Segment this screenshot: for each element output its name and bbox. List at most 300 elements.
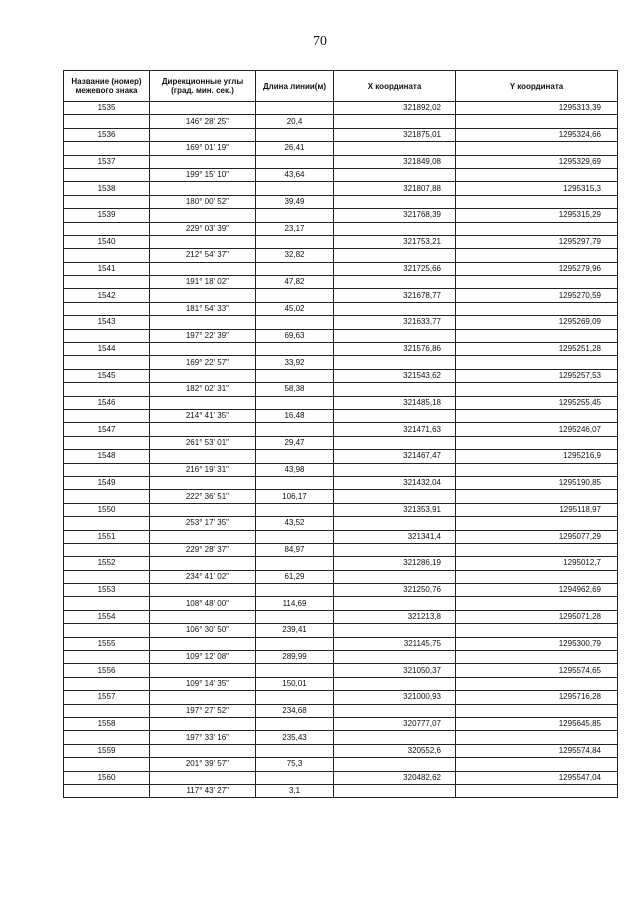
empty-cell: [256, 476, 334, 489]
table-row-point: [64, 343, 618, 356]
y-coordinate: 1295324,66: [456, 128, 618, 141]
table-row-segment: [64, 142, 618, 155]
table-row-segment: [64, 115, 618, 128]
table-row-point: [64, 209, 618, 222]
point-name: 1535: [64, 102, 150, 115]
y-coordinate: 1295216,9: [456, 450, 618, 463]
y-coordinate: 1294962,69: [456, 584, 618, 597]
direction-angle: 106° 30' 50": [150, 624, 256, 637]
table-header-row: [64, 71, 618, 102]
empty-cell: [150, 691, 256, 704]
y-coordinate: 1295313,39: [456, 102, 618, 115]
empty-cell: [456, 624, 618, 637]
line-length: 106,17: [256, 490, 334, 503]
empty-cell: [256, 262, 334, 275]
line-length: 16,48: [256, 409, 334, 422]
empty-cell: [334, 222, 456, 235]
table-row-segment: [64, 329, 618, 342]
empty-cell: [456, 758, 618, 771]
table-row-point: [64, 610, 618, 623]
table-row-segment: [64, 490, 618, 503]
y-coordinate: 1295645,85: [456, 717, 618, 730]
empty-cell: [150, 584, 256, 597]
table-row-segment: [64, 758, 618, 771]
x-coordinate: 321892,02: [334, 102, 456, 115]
table-row-segment: [64, 436, 618, 449]
empty-cell: [256, 316, 334, 329]
boundary-coordinates-table: [63, 70, 618, 798]
line-length: 39,49: [256, 195, 334, 208]
direction-angle: 169° 01' 19": [150, 142, 256, 155]
table-row-point: [64, 316, 618, 329]
table-row-segment: [64, 597, 618, 610]
x-coordinate: 321000,93: [334, 691, 456, 704]
empty-cell: [150, 182, 256, 195]
line-length: 58,38: [256, 383, 334, 396]
point-name: 1552: [64, 557, 150, 570]
empty-cell: [334, 651, 456, 664]
empty-cell: [64, 624, 150, 637]
empty-cell: [64, 276, 150, 289]
table-row-point: [64, 396, 618, 409]
table-row-point: [64, 771, 618, 784]
empty-cell: [456, 731, 618, 744]
empty-cell: [334, 249, 456, 262]
direction-angle: 109° 12' 08": [150, 651, 256, 664]
empty-cell: [334, 115, 456, 128]
header-x: X координата: [334, 71, 456, 102]
y-coordinate: 1295269,09: [456, 316, 618, 329]
table-row-point: [64, 664, 618, 677]
empty-cell: [64, 409, 150, 422]
table-row-segment: [64, 302, 618, 315]
empty-cell: [64, 704, 150, 717]
direction-angle: 199° 15' 10": [150, 168, 256, 181]
empty-cell: [64, 731, 150, 744]
empty-cell: [256, 584, 334, 597]
y-coordinate: 1295257,53: [456, 369, 618, 382]
empty-cell: [334, 597, 456, 610]
line-length: 20,4: [256, 115, 334, 128]
empty-cell: [456, 651, 618, 664]
empty-cell: [256, 664, 334, 677]
empty-cell: [334, 758, 456, 771]
line-length: 43,98: [256, 463, 334, 476]
x-coordinate: 321875,01: [334, 128, 456, 141]
x-coordinate: 321543,62: [334, 369, 456, 382]
empty-cell: [256, 289, 334, 302]
empty-cell: [334, 731, 456, 744]
y-coordinate: 1295315,3: [456, 182, 618, 195]
point-name: 1548: [64, 450, 150, 463]
y-coordinate: 1295246,07: [456, 423, 618, 436]
line-length: 239,41: [256, 624, 334, 637]
empty-cell: [150, 316, 256, 329]
x-coordinate: 321807,88: [334, 182, 456, 195]
x-coordinate: 320552,6: [334, 744, 456, 757]
point-name: 1559: [64, 744, 150, 757]
empty-cell: [256, 771, 334, 784]
empty-cell: [64, 115, 150, 128]
y-coordinate: 1295329,69: [456, 155, 618, 168]
empty-cell: [334, 463, 456, 476]
direction-angle: 108° 48' 00": [150, 597, 256, 610]
y-coordinate: 1295251,28: [456, 343, 618, 356]
header-angle: Дирекционные углы (град. мин. сек.): [150, 71, 256, 102]
line-length: 150,01: [256, 677, 334, 690]
empty-cell: [456, 677, 618, 690]
empty-cell: [64, 356, 150, 369]
empty-cell: [256, 503, 334, 516]
table-row-segment: [64, 249, 618, 262]
x-coordinate: 321725,66: [334, 262, 456, 275]
point-name: 1545: [64, 369, 150, 382]
empty-cell: [150, 369, 256, 382]
direction-angle: 216° 19' 31": [150, 463, 256, 476]
x-coordinate: 321341,4: [334, 530, 456, 543]
empty-cell: [150, 209, 256, 222]
empty-cell: [456, 409, 618, 422]
table-row-segment: [64, 651, 618, 664]
empty-cell: [150, 396, 256, 409]
table-row-segment: [64, 383, 618, 396]
x-coordinate: 320777,07: [334, 717, 456, 730]
header-name: Название (номер) межевого знака: [64, 71, 150, 102]
x-coordinate: 321768,39: [334, 209, 456, 222]
point-name: 1547: [64, 423, 150, 436]
point-name: 1556: [64, 664, 150, 677]
point-name: 1538: [64, 182, 150, 195]
empty-cell: [150, 771, 256, 784]
point-name: 1543: [64, 316, 150, 329]
y-coordinate: 1295574,84: [456, 744, 618, 757]
empty-cell: [334, 624, 456, 637]
empty-cell: [456, 704, 618, 717]
empty-cell: [150, 262, 256, 275]
table-row-segment: [64, 195, 618, 208]
page-number: 70: [313, 34, 327, 49]
empty-cell: [456, 463, 618, 476]
table-row-point: [64, 691, 618, 704]
x-coordinate: 321286,19: [334, 557, 456, 570]
table-row-point: [64, 289, 618, 302]
table-row-point: [64, 423, 618, 436]
header-y: Y координата: [456, 71, 618, 102]
point-name: 1544: [64, 343, 150, 356]
table-row-point: [64, 503, 618, 516]
line-length: 84,97: [256, 543, 334, 556]
empty-cell: [334, 784, 456, 797]
empty-cell: [334, 570, 456, 583]
table-row-point: [64, 182, 618, 195]
direction-angle: 201° 39' 57": [150, 758, 256, 771]
direction-angle: 197° 22' 39": [150, 329, 256, 342]
empty-cell: [64, 168, 150, 181]
empty-cell: [64, 597, 150, 610]
empty-cell: [150, 557, 256, 570]
empty-cell: [334, 490, 456, 503]
x-coordinate: 321849,08: [334, 155, 456, 168]
empty-cell: [456, 597, 618, 610]
empty-cell: [64, 570, 150, 583]
x-coordinate: 321576,86: [334, 343, 456, 356]
direction-angle: 253° 17' 35": [150, 517, 256, 530]
empty-cell: [456, 249, 618, 262]
line-length: 114,69: [256, 597, 334, 610]
point-name: 1554: [64, 610, 150, 623]
x-coordinate: 321471,63: [334, 423, 456, 436]
line-length: 235,43: [256, 731, 334, 744]
empty-cell: [334, 329, 456, 342]
empty-cell: [334, 436, 456, 449]
empty-cell: [456, 490, 618, 503]
empty-cell: [150, 717, 256, 730]
y-coordinate: 1295300,79: [456, 637, 618, 650]
empty-cell: [334, 409, 456, 422]
empty-cell: [150, 128, 256, 141]
empty-cell: [64, 784, 150, 797]
line-length: 33,92: [256, 356, 334, 369]
empty-cell: [150, 503, 256, 516]
table-row-segment: [64, 222, 618, 235]
empty-cell: [256, 557, 334, 570]
table-row-point: [64, 717, 618, 730]
point-name: 1560: [64, 771, 150, 784]
y-coordinate: 1295279,96: [456, 262, 618, 275]
y-coordinate: 1295012,7: [456, 557, 618, 570]
line-length: 45,02: [256, 302, 334, 315]
point-name: 1557: [64, 691, 150, 704]
point-name: 1555: [64, 637, 150, 650]
direction-angle: 169° 22' 57": [150, 356, 256, 369]
line-length: 26,41: [256, 142, 334, 155]
x-coordinate: 321678,77: [334, 289, 456, 302]
x-coordinate: 321145,75: [334, 637, 456, 650]
point-name: 1553: [64, 584, 150, 597]
empty-cell: [64, 490, 150, 503]
table-row-segment: [64, 409, 618, 422]
empty-cell: [456, 142, 618, 155]
x-coordinate: 321485,18: [334, 396, 456, 409]
line-length: 32,82: [256, 249, 334, 262]
y-coordinate: 1295574,65: [456, 664, 618, 677]
line-length: 234,68: [256, 704, 334, 717]
empty-cell: [256, 396, 334, 409]
table-row-segment: [64, 463, 618, 476]
table-row-segment: [64, 543, 618, 556]
direction-angle: 222° 36' 51": [150, 490, 256, 503]
empty-cell: [334, 517, 456, 530]
empty-cell: [334, 302, 456, 315]
empty-cell: [150, 289, 256, 302]
empty-cell: [334, 195, 456, 208]
empty-cell: [256, 744, 334, 757]
table-row-point: [64, 450, 618, 463]
line-length: 23,17: [256, 222, 334, 235]
empty-cell: [256, 155, 334, 168]
point-name: 1539: [64, 209, 150, 222]
y-coordinate: 1295071,28: [456, 610, 618, 623]
y-coordinate: 1295255,45: [456, 396, 618, 409]
empty-cell: [334, 704, 456, 717]
x-coordinate: 321753,21: [334, 235, 456, 248]
empty-cell: [456, 276, 618, 289]
line-length: 43,64: [256, 168, 334, 181]
line-length: 29,47: [256, 436, 334, 449]
empty-cell: [64, 651, 150, 664]
direction-angle: 229° 03' 39": [150, 222, 256, 235]
table-row-segment: [64, 276, 618, 289]
table-row-point: [64, 102, 618, 115]
empty-cell: [150, 530, 256, 543]
empty-cell: [256, 343, 334, 356]
x-coordinate: 321467,47: [334, 450, 456, 463]
table-row-point: [64, 369, 618, 382]
empty-cell: [150, 637, 256, 650]
line-length: 75,3: [256, 758, 334, 771]
direction-angle: 117° 43' 27": [150, 784, 256, 797]
empty-cell: [64, 142, 150, 155]
line-length: 289,99: [256, 651, 334, 664]
table-row-segment: [64, 517, 618, 530]
table-row-point: [64, 744, 618, 757]
y-coordinate: 1295315,29: [456, 209, 618, 222]
empty-cell: [150, 450, 256, 463]
empty-cell: [64, 383, 150, 396]
y-coordinate: 1295077,29: [456, 530, 618, 543]
empty-cell: [256, 717, 334, 730]
direction-angle: 212° 54' 37": [150, 249, 256, 262]
empty-cell: [334, 543, 456, 556]
empty-cell: [334, 356, 456, 369]
point-name: 1540: [64, 235, 150, 248]
x-coordinate: 321353,91: [334, 503, 456, 516]
table-row-point: [64, 557, 618, 570]
x-coordinate: 321633,77: [334, 316, 456, 329]
empty-cell: [456, 570, 618, 583]
table-row-point: [64, 128, 618, 141]
table-row-segment: [64, 731, 618, 744]
empty-cell: [256, 369, 334, 382]
table-row-point: [64, 155, 618, 168]
empty-cell: [456, 195, 618, 208]
point-name: 1558: [64, 717, 150, 730]
empty-cell: [256, 610, 334, 623]
empty-cell: [150, 744, 256, 757]
empty-cell: [64, 543, 150, 556]
empty-cell: [150, 343, 256, 356]
empty-cell: [150, 610, 256, 623]
table-body: [64, 102, 618, 798]
empty-cell: [64, 222, 150, 235]
empty-cell: [256, 128, 334, 141]
empty-cell: [150, 155, 256, 168]
x-coordinate: 321213,8: [334, 610, 456, 623]
direction-angle: 191° 18' 02": [150, 276, 256, 289]
empty-cell: [150, 664, 256, 677]
empty-cell: [256, 530, 334, 543]
empty-cell: [64, 463, 150, 476]
direction-angle: 180° 00' 52": [150, 195, 256, 208]
line-length: 69,63: [256, 329, 334, 342]
table-row-point: [64, 476, 618, 489]
empty-cell: [456, 329, 618, 342]
direction-angle: 261° 53' 01": [150, 436, 256, 449]
empty-cell: [456, 222, 618, 235]
direction-angle: 229° 28' 37": [150, 543, 256, 556]
table-row-segment: [64, 168, 618, 181]
empty-cell: [456, 356, 618, 369]
direction-angle: 214° 41' 35": [150, 409, 256, 422]
empty-cell: [334, 168, 456, 181]
empty-cell: [64, 329, 150, 342]
empty-cell: [150, 476, 256, 489]
line-length: 3,1: [256, 784, 334, 797]
empty-cell: [456, 115, 618, 128]
table-row-segment: [64, 784, 618, 797]
table-row-point: [64, 235, 618, 248]
empty-cell: [64, 195, 150, 208]
empty-cell: [150, 102, 256, 115]
point-name: 1546: [64, 396, 150, 409]
table-row-segment: [64, 677, 618, 690]
line-length: 61,29: [256, 570, 334, 583]
empty-cell: [256, 209, 334, 222]
header-length: Длина линии(м): [256, 71, 334, 102]
x-coordinate: 321250,76: [334, 584, 456, 597]
point-name: 1541: [64, 262, 150, 275]
empty-cell: [256, 182, 334, 195]
table-row-segment: [64, 570, 618, 583]
empty-cell: [456, 383, 618, 396]
empty-cell: [334, 276, 456, 289]
empty-cell: [64, 436, 150, 449]
table-row-point: [64, 530, 618, 543]
empty-cell: [64, 302, 150, 315]
table-row-point: [64, 637, 618, 650]
line-length: 47,82: [256, 276, 334, 289]
y-coordinate: 1295547,04: [456, 771, 618, 784]
direction-angle: 182° 02' 31": [150, 383, 256, 396]
x-coordinate: 320482,62: [334, 771, 456, 784]
point-name: 1542: [64, 289, 150, 302]
empty-cell: [456, 543, 618, 556]
point-name: 1549: [64, 476, 150, 489]
direction-angle: 234° 41' 02": [150, 570, 256, 583]
table-row-segment: [64, 624, 618, 637]
table-row-segment: [64, 704, 618, 717]
empty-cell: [456, 436, 618, 449]
empty-cell: [256, 235, 334, 248]
empty-cell: [334, 142, 456, 155]
empty-cell: [456, 517, 618, 530]
empty-cell: [256, 450, 334, 463]
point-name: 1551: [64, 530, 150, 543]
empty-cell: [256, 102, 334, 115]
direction-angle: 197° 27' 52": [150, 704, 256, 717]
empty-cell: [334, 677, 456, 690]
y-coordinate: 1295118,97: [456, 503, 618, 516]
empty-cell: [64, 517, 150, 530]
empty-cell: [64, 758, 150, 771]
empty-cell: [334, 383, 456, 396]
y-coordinate: 1295716,28: [456, 691, 618, 704]
empty-cell: [150, 423, 256, 436]
direction-angle: 181° 54' 33": [150, 302, 256, 315]
direction-angle: 197° 33' 16": [150, 731, 256, 744]
direction-angle: 109° 14' 35": [150, 677, 256, 690]
empty-cell: [256, 423, 334, 436]
